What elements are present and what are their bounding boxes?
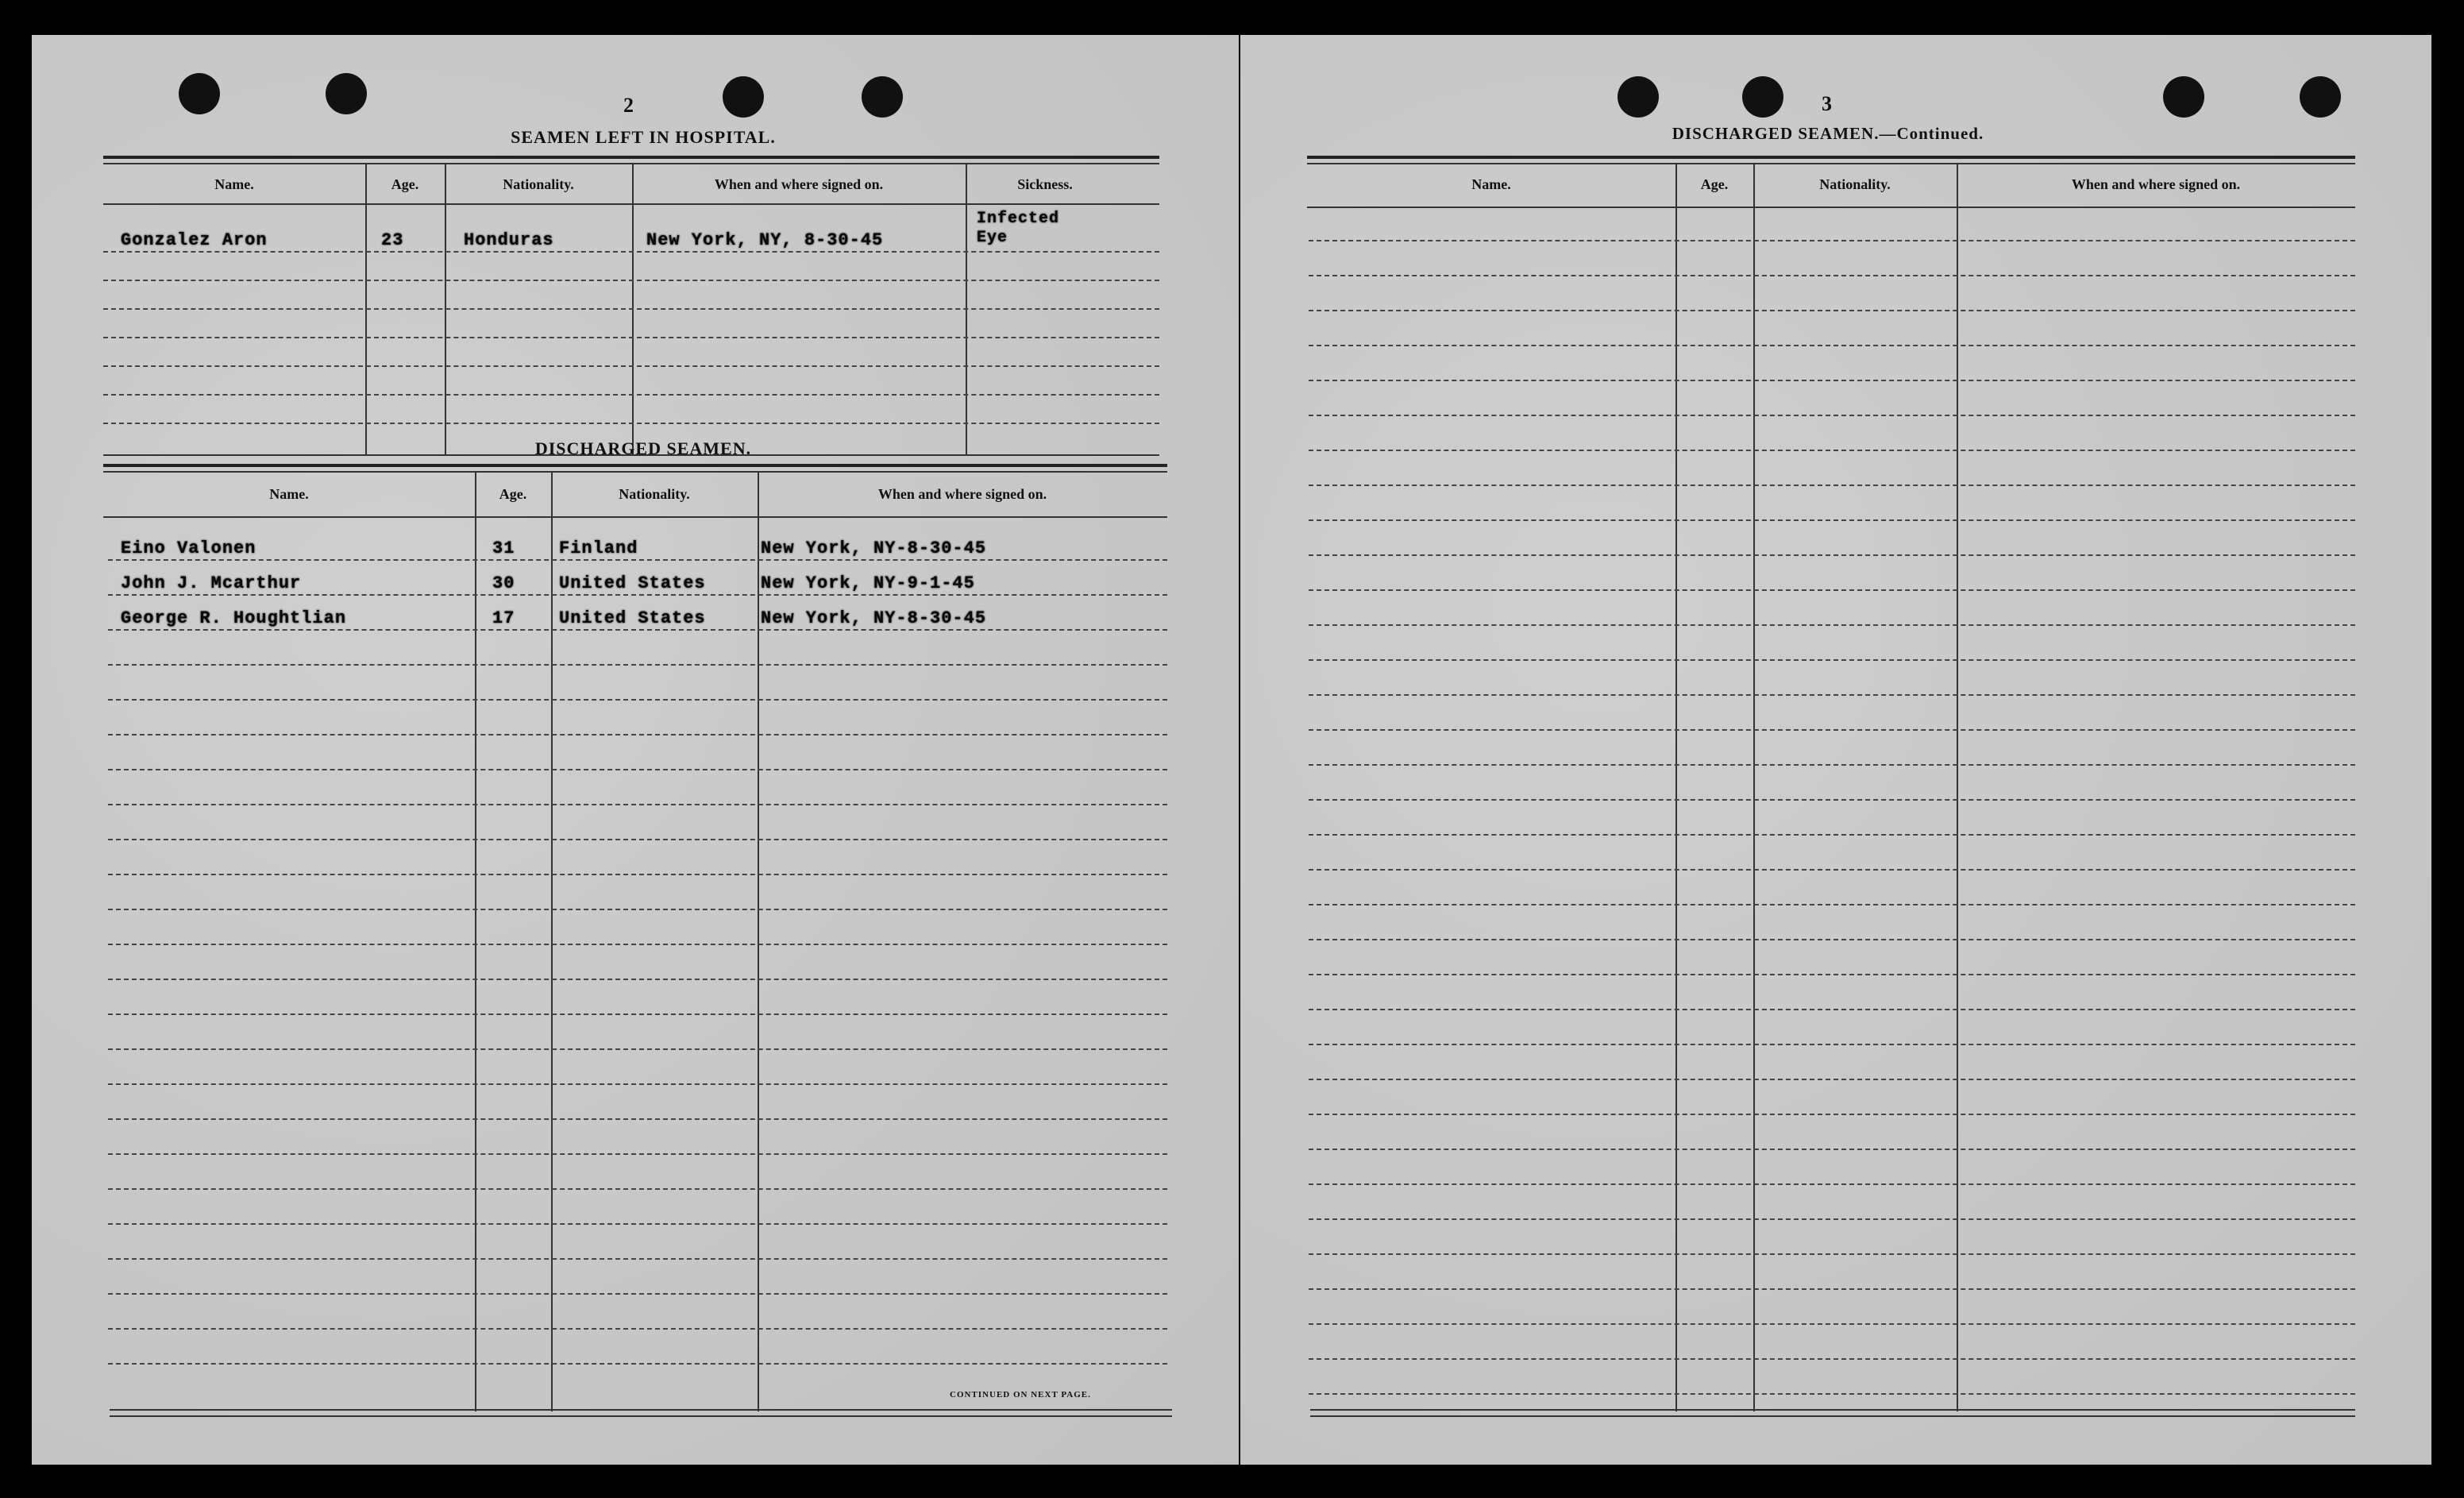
discharged-nationality: United States [559, 608, 706, 628]
hospital-section-title: SEAMEN LEFT IN HOSPITAL. [511, 127, 776, 147]
row-line [108, 1363, 1167, 1365]
column-divider [758, 471, 759, 1411]
discharged-signed-on: New York, NY-8-30-45 [761, 539, 987, 558]
row-line [1309, 1183, 2355, 1185]
row-line [108, 1048, 1167, 1050]
row-line [1309, 1358, 2355, 1360]
row-line [108, 1328, 1167, 1330]
page-number: 2 [623, 94, 634, 117]
row-line [1309, 380, 2355, 381]
row-line [108, 1118, 1167, 1120]
row-line [108, 1258, 1167, 1260]
discharged-header-name: Name. [269, 486, 309, 502]
discharged-age: 30 [492, 573, 515, 593]
row-line [1309, 939, 2355, 940]
rule [103, 156, 1159, 159]
discharged-signed-on: New York, NY-9-1-45 [761, 573, 975, 593]
column-divider [551, 471, 553, 1411]
discharged-name: Eino Valonen [121, 539, 256, 558]
row-line [1309, 1253, 2355, 1255]
discharged-signed-on: New York, NY-8-30-45 [761, 608, 987, 628]
hospital-header-nationality: Nationality. [503, 176, 574, 192]
rule [103, 471, 1167, 473]
row-line [103, 423, 1159, 424]
left-page [32, 35, 1239, 1465]
rule [103, 516, 1167, 518]
row-line [103, 280, 1159, 281]
row-line [108, 629, 1167, 631]
hospital-header-signed-on: When and where signed on. [714, 176, 884, 192]
column-divider [1957, 163, 1958, 1411]
hospital-header-age: Age. [391, 176, 419, 192]
header-age: Age. [1700, 176, 1729, 192]
discharged-nationality: United States [559, 573, 706, 593]
row-line [1309, 589, 2355, 591]
discharged-header-signed-on: When and where signed on. [877, 486, 1047, 502]
row-line [103, 394, 1159, 396]
row-line [1309, 974, 2355, 975]
row-line [1309, 1323, 2355, 1325]
rule [110, 1415, 1172, 1417]
row-line [108, 874, 1167, 875]
header-nationality: Nationality. [1819, 176, 1891, 192]
rule [103, 163, 1159, 164]
row-line [1309, 450, 2355, 451]
rule [1307, 163, 2355, 164]
row-line [108, 769, 1167, 770]
column-divider [475, 471, 476, 1411]
row-line [1309, 729, 2355, 731]
row-line [1309, 485, 2355, 486]
rule [1307, 156, 2355, 159]
row-line [1309, 1044, 2355, 1045]
row-line [1309, 904, 2355, 905]
hospital-signed-on: New York, NY, 8-30-45 [646, 230, 884, 250]
row-line [103, 308, 1159, 310]
hospital-name: Gonzalez Aron [121, 230, 268, 250]
row-line [108, 1223, 1167, 1225]
row-line [1309, 694, 2355, 696]
row-line [1309, 415, 2355, 416]
row-line [108, 594, 1167, 596]
discharged-header-age: Age. [499, 486, 527, 502]
row-line [1309, 1079, 2355, 1080]
row-line [108, 909, 1167, 910]
discharged-name: George R. Houghtlian [121, 608, 347, 628]
hospital-header-name: Name. [214, 176, 254, 192]
row-line [108, 699, 1167, 701]
row-line [108, 734, 1167, 735]
row-line [108, 1083, 1167, 1085]
row-line [103, 337, 1159, 338]
discharged-age: 17 [492, 608, 515, 628]
row-line [108, 839, 1167, 840]
hospital-sickness: Infected [977, 210, 1060, 228]
row-line [108, 804, 1167, 805]
rule [1307, 207, 2355, 208]
rule [103, 203, 1159, 205]
rule [103, 464, 1167, 467]
row-line [103, 251, 1159, 253]
hospital-sickness: Eye [977, 229, 1008, 247]
row-line [1309, 1218, 2355, 1220]
row-line [1309, 659, 2355, 661]
punch-hole [1742, 76, 1783, 118]
row-line [1309, 799, 2355, 801]
row-line [108, 1188, 1167, 1190]
row-line [1309, 1149, 2355, 1150]
column-divider [1753, 163, 1755, 1411]
discharged-age: 31 [492, 539, 515, 558]
page-number: 3 [1822, 92, 1832, 115]
hospital-header-sickness: Sickness. [1017, 176, 1073, 192]
row-line [108, 1153, 1167, 1155]
row-line [1309, 519, 2355, 521]
punch-hole [179, 73, 220, 114]
discharged-header-nationality: Nationality. [619, 486, 690, 502]
rule [1310, 1409, 2355, 1411]
row-line [1309, 764, 2355, 766]
hospital-nationality: Honduras [464, 230, 554, 250]
row-line [108, 1293, 1167, 1295]
rule [1310, 1415, 2355, 1417]
row-line [108, 1013, 1167, 1015]
punch-hole [326, 73, 367, 114]
row-line [1309, 275, 2355, 276]
row-line [108, 559, 1167, 561]
page-title: DISCHARGED SEAMEN.—Continued. [1672, 124, 1984, 143]
punch-hole [1618, 76, 1659, 118]
row-line [1309, 1114, 2355, 1115]
continued-note: CONTINUED ON NEXT PAGE. [950, 1390, 1091, 1400]
row-line [1309, 554, 2355, 556]
row-line [108, 664, 1167, 666]
row-line [1309, 1009, 2355, 1010]
row-line [1309, 834, 2355, 836]
row-line [1309, 345, 2355, 346]
right-page [1240, 35, 2431, 1465]
row-line [103, 365, 1159, 367]
row-line [1309, 310, 2355, 311]
row-line [1309, 1288, 2355, 1290]
punch-hole [2163, 76, 2204, 118]
column-divider [1675, 163, 1677, 1411]
punch-hole [723, 76, 764, 118]
discharged-nationality: Finland [559, 539, 638, 558]
discharged-section-title: DISCHARGED SEAMEN. [534, 438, 752, 458]
row-line [1309, 869, 2355, 871]
header-name: Name. [1471, 176, 1511, 192]
rule [110, 1409, 1172, 1411]
row-line [1309, 1393, 2355, 1395]
discharged-name: John J. Mcarthur [121, 573, 302, 593]
row-line [108, 944, 1167, 945]
punch-hole [2300, 76, 2341, 118]
row-line [1309, 240, 2355, 241]
row-line [108, 979, 1167, 980]
hospital-age: 23 [381, 230, 404, 250]
punch-hole [862, 76, 903, 118]
row-line [1309, 624, 2355, 626]
header-signed-on: When and where signed on. [2071, 176, 2241, 192]
